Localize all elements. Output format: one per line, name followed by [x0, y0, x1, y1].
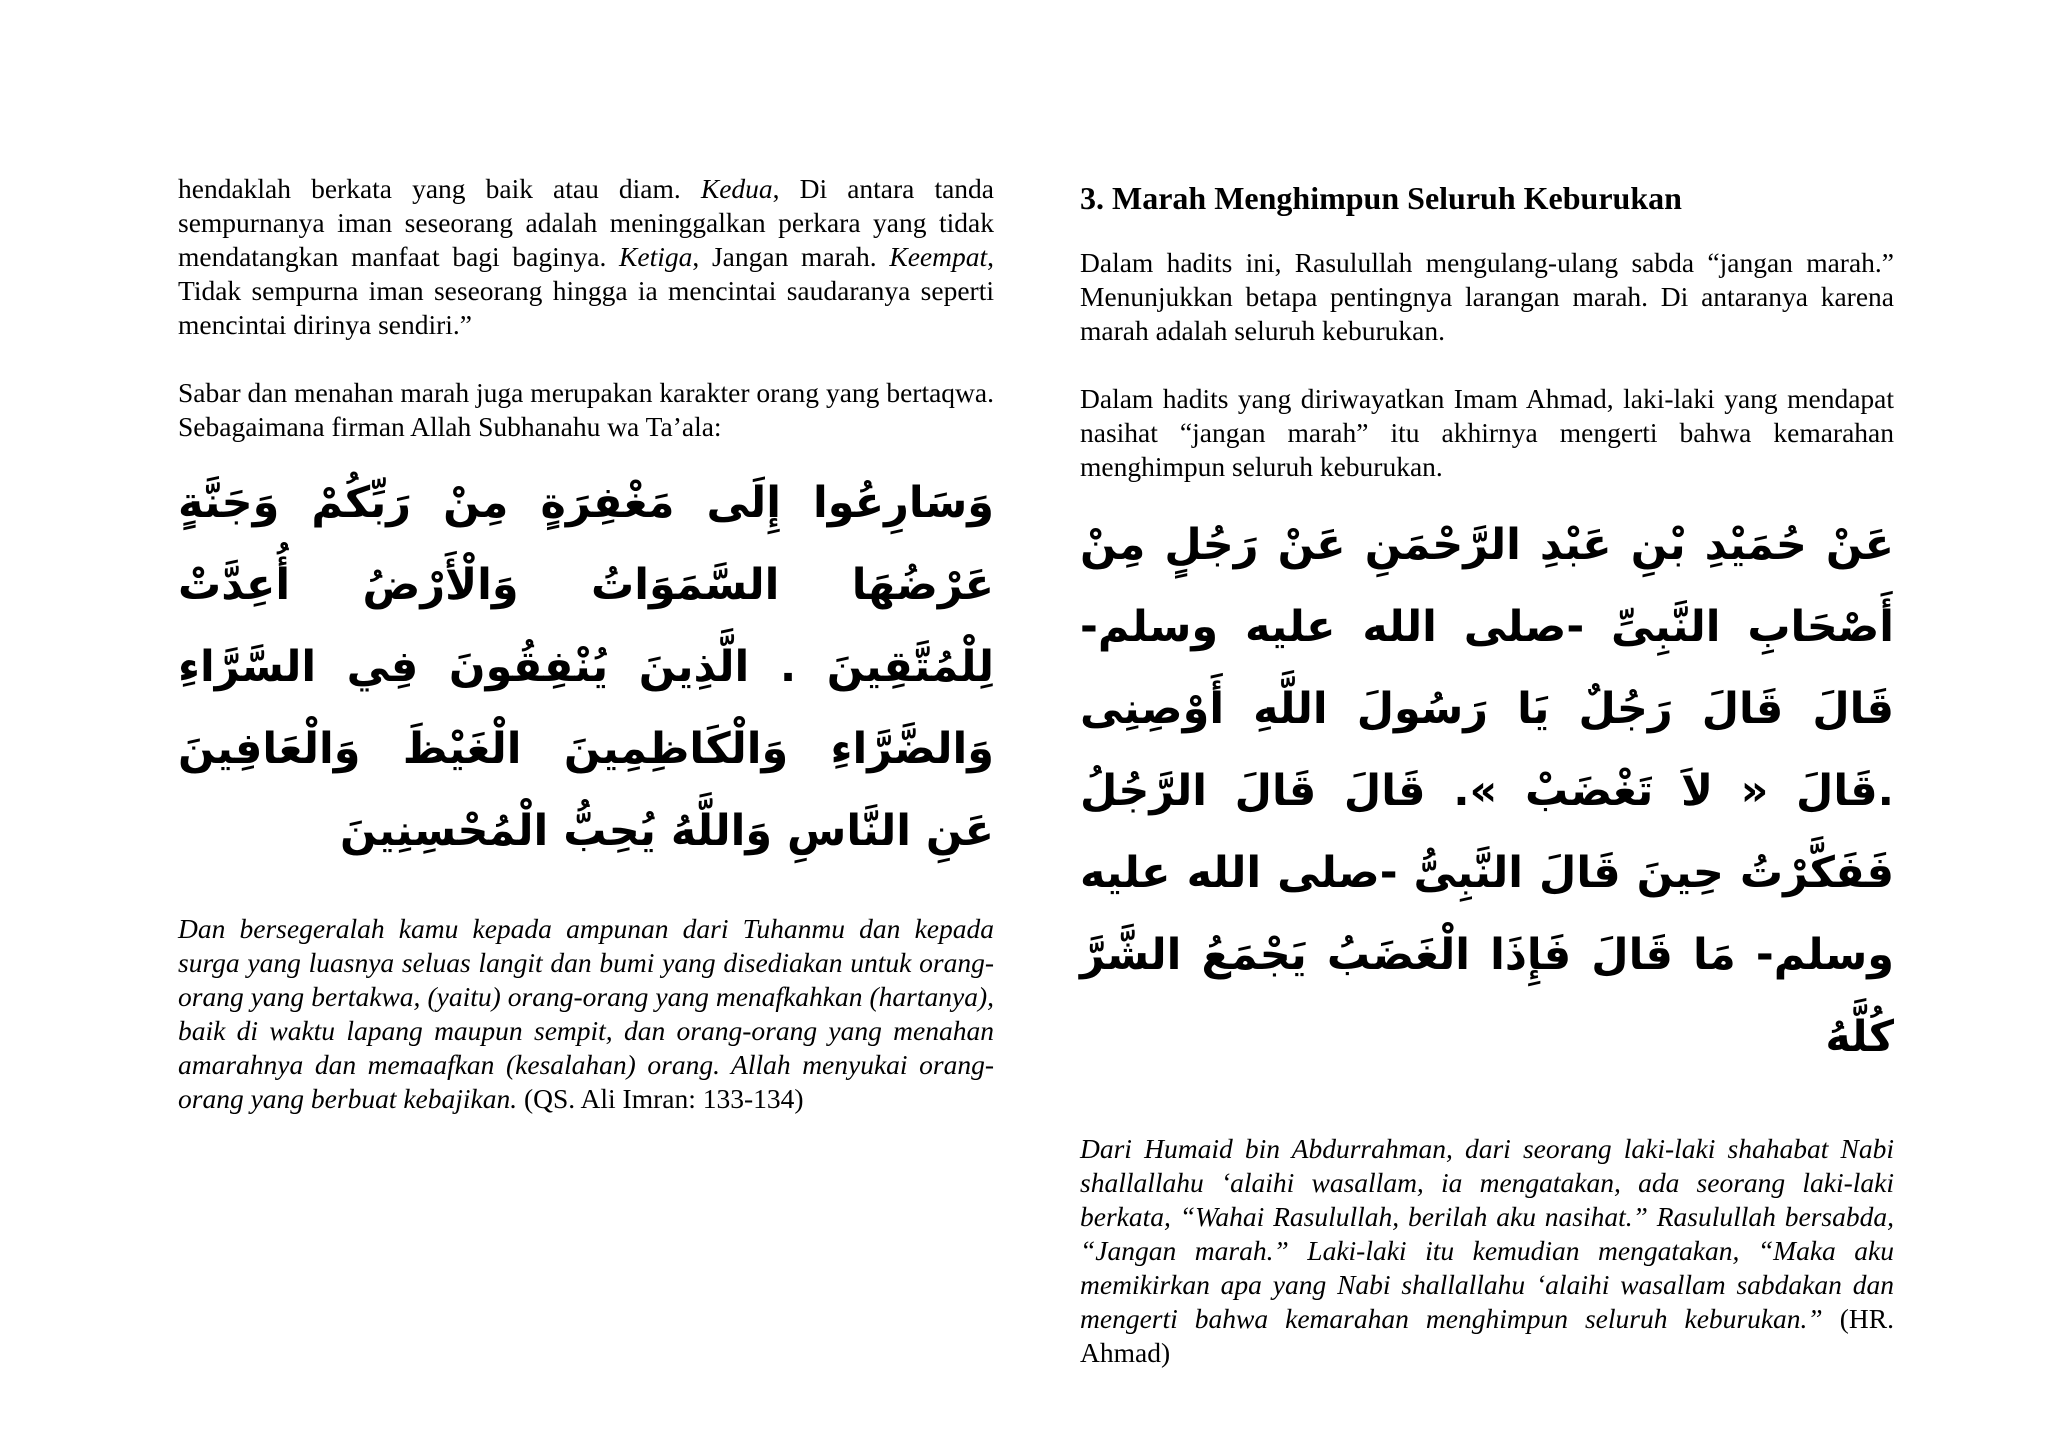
right-paragraph-2: Dalam hadits yang diriwayatkan Imam Ahmad, laki-laki yang mendapat nasihat “jangan marah” itu akhirnya mengerti bahwa kemarahan menghimpun seluruh keburukan. [1080, 383, 1894, 482]
left-paragraph-2: Sabar dan menahan marah juga merupakan karakter orang yang bertaqwa. Sebagaimana firman Allah Subhanahu wa Ta’ala: [178, 377, 994, 442]
right-arabic-hadith: عَنْ حُمَيْدِ بْنِ عَبْدِ الرَّحْمَنِ عَنْ رَجُلٍ مِنْ أَصْحَابِ النَّبِىِّ -صلى الله عليه وسلم- قَالَ قَالَ رَجُلٌ يَا رَسُولَ اللَّهِ أَوْصِنِى .قَالَ « لاَ تَغْضَبْ ». قَالَ قَالَ الرَّجُلُ فَفَكَّرْتُ حِينَ قَالَ النَّبِىُّ -صلى الله عليه وسلم- مَا قَالَ فَإِذَا الْغَضَبُ يَجْمَعُ الشَّرَّ كُلَّهُ [1080, 520, 1894, 1062]
left-para1-text-c: , Jangan marah. [692, 241, 890, 272]
left-translation-reference: (QS. Ali Imran: 133-134) [517, 1083, 804, 1114]
left-translation [178, 912, 994, 1116]
left-para1-text-a: hendaklah berkata yang baik atau diam. [178, 173, 701, 204]
section-heading: 3. Marah Menghimpun Seluruh Keburukan [1080, 180, 1682, 216]
right-translation [1080, 1132, 1894, 1370]
left-translation-text: Dan bersegeralah kamu kepada ampunan dari Tuhanmu dan kepada surga yang luasnya seluas langit dan bumi yang disediakan untuk orang-orang yang bertakwa, (yaitu) orang-orang yang menafkahkan (hartanya), baik di waktu lapang maupun sempit, dan orang-orang yang menahan amarahnya dan memaafkan (kesalahan) orang. Allah menyukai orang-orang yang berbuat kebajikan. [178, 913, 994, 1114]
left-para1-text-b: , Di antara tanda sempurnanya iman seseorang adalah meninggalkan perkara yang tidak mendatangkan manfaat bagi baginya. [178, 173, 994, 272]
left-para1-text-d: , Tidak sempurna iman seseorang hingga ia mencintai saudaranya seperti mencintai dirinya sendiri.” [178, 241, 994, 340]
right-translation-reference: (HR. Ahmad) [1080, 1303, 1894, 1368]
left-para1-ketiga: Ketiga [619, 241, 693, 272]
right-paragraph-1: Dalam hadits ini, Rasulullah mengulang-ulang sabda “jangan marah.” Menunjukkan betapa pentingnya larangan marah. Di antaranya karena marah adalah seluruh keburukan. [1080, 247, 1894, 346]
left-column [178, 172, 994, 1116]
right-column [1080, 172, 1894, 1370]
left-arabic-verse: وَسَارِعُوا إِلَى مَغْفِرَةٍ مِنْ رَبِّكُمْ وَجَنَّةٍ عَرْضُهَا السَّمَوَاتُ وَالْأَرْضُ أُعِدَّتْ لِلْمُتَّقِينَ . الَّذِينَ يُنْفِقُونَ فِي السَّرَّاءِ وَالضَّرَّاءِ وَالْكَاظِمِينَ الْغَيْظَ وَالْعَافِينَ عَنِ النَّاسِ وَاللَّهُ يُحِبُّ الْمُحْسِنِينَ [178, 478, 994, 856]
left-para1-keempat: Keempat [889, 241, 988, 272]
left-para1-kedua: Kedua [700, 173, 773, 204]
right-translation-text: Dari Humaid bin Abdurrahman, dari seorang laki-laki shahabat Nabi shallallahu ‘alaihi wasallam, ia mengatakan, ada seorang laki-laki berkata, “Wahai Rasulullah, berilah aku nasihat.” Rasulullah bersabda, “Jangan marah.” Laki-laki itu kemudian mengatakan, “Maka aku memikirkan apa yang Nabi shallallahu ‘alaihi wasallam sabdakan dan mengerti bahwa kemarahan menghimpun seluruh keburukan.” [1080, 1133, 1894, 1334]
left-paragraph-1 [178, 172, 994, 342]
